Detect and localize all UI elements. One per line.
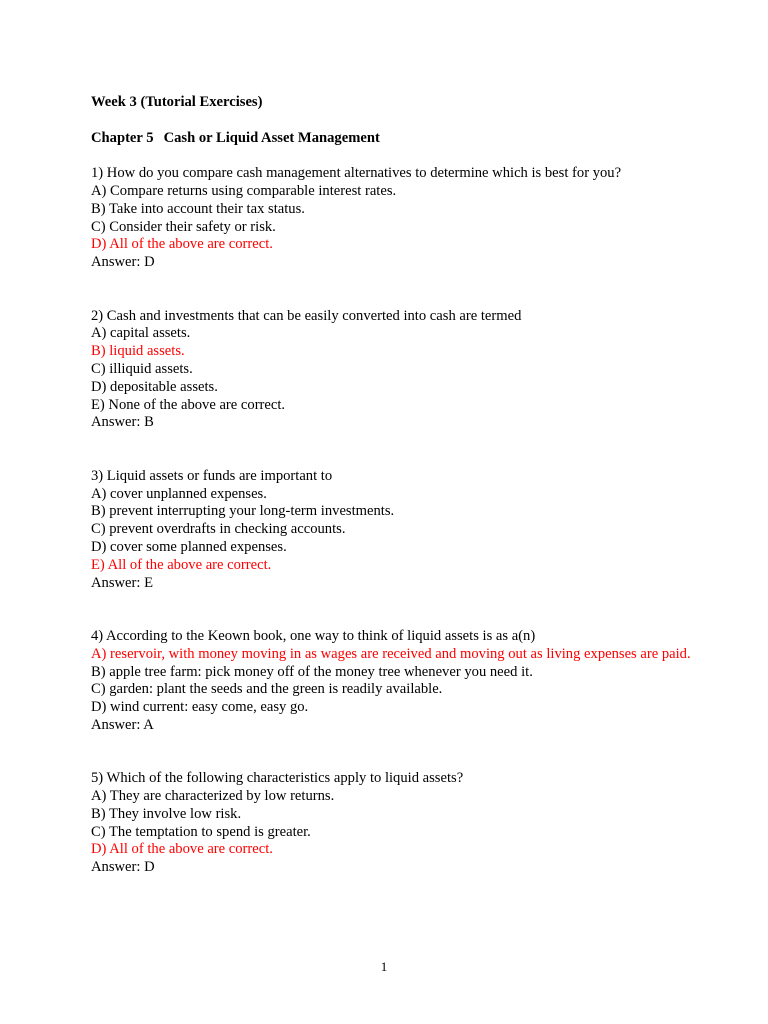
answer-key: Answer: D xyxy=(91,254,155,271)
question-spacer xyxy=(91,735,691,771)
correct-answer-option: D) All of the above are correct. xyxy=(91,841,273,858)
question-block xyxy=(91,308,691,433)
correct-answer-option: D) All of the above are correct. xyxy=(91,236,273,253)
answer-option: D) wind current: easy come, easy go. xyxy=(91,699,309,716)
question-list xyxy=(91,165,691,877)
question-block xyxy=(91,468,691,593)
document-body xyxy=(91,94,691,877)
answer-option: B) prevent interrupting your long-term investments. xyxy=(91,503,395,520)
correct-answer-option: A) reservoir, with money moving in as wages are received and moving out as living expenses are paid. xyxy=(91,645,691,662)
answer-option: C) The temptation to spend is greater. xyxy=(91,823,311,840)
answer-option: D) depositable assets. xyxy=(91,378,218,395)
answer-option: B) apple tree farm: pick money off of the money tree whenever you need it. xyxy=(91,663,533,680)
answer-key: Answer: E xyxy=(91,574,154,591)
chapter-title: Cash or Liquid Asset Management xyxy=(163,129,380,146)
question-stem: 4) According to the Keown book, one way to think of liquid assets is as a(n) xyxy=(91,627,536,644)
answer-option: A) Compare returns using comparable interest rates. xyxy=(91,182,397,199)
question-stem: 3) Liquid assets or funds are important to xyxy=(91,467,333,484)
question-stem: 5) Which of the following characteristics apply to liquid assets? xyxy=(91,770,464,787)
answer-option: A) capital assets. xyxy=(91,325,191,342)
answer-option: A) They are characterized by low returns. xyxy=(91,788,335,805)
answer-option: D) cover some planned expenses. xyxy=(91,538,287,555)
chapter-label: Chapter 5 xyxy=(91,129,154,146)
page-number: 1 xyxy=(380,959,388,974)
answer-option: C) illiquid assets. xyxy=(91,360,193,377)
question-block xyxy=(91,165,691,272)
answer-option: B) They involve low risk. xyxy=(91,805,242,822)
answer-option: B) Take into account their tax status. xyxy=(91,200,305,217)
question-stem: 2) Cash and investments that can be easily converted into cash are termed xyxy=(91,307,522,324)
answer-key: Answer: B xyxy=(91,414,154,431)
correct-answer-option: E) All of the above are correct. xyxy=(91,556,272,573)
answer-option: C) Consider their safety or risk. xyxy=(91,218,276,235)
question-block xyxy=(91,770,691,877)
question-spacer xyxy=(91,592,691,628)
question-spacer xyxy=(91,272,691,308)
question-block xyxy=(91,628,691,735)
chapter-heading xyxy=(91,130,691,148)
answer-option: C) prevent overdrafts in checking accounts. xyxy=(91,521,346,538)
question-spacer xyxy=(91,432,691,468)
question-stem: 1) How do you compare cash management alternatives to determine which is best for you? xyxy=(91,165,622,182)
correct-answer-option: B) liquid assets. xyxy=(91,343,185,360)
answer-key: Answer: A xyxy=(91,716,154,733)
answer-key: Answer: D xyxy=(91,859,155,876)
document-title: Week 3 (Tutorial Exercises) xyxy=(91,94,263,110)
answer-option: C) garden: plant the seeds and the green is readily available. xyxy=(91,681,443,698)
answer-option: E) None of the above are correct. xyxy=(91,396,286,413)
answer-option: A) cover unplanned expenses. xyxy=(91,485,267,502)
